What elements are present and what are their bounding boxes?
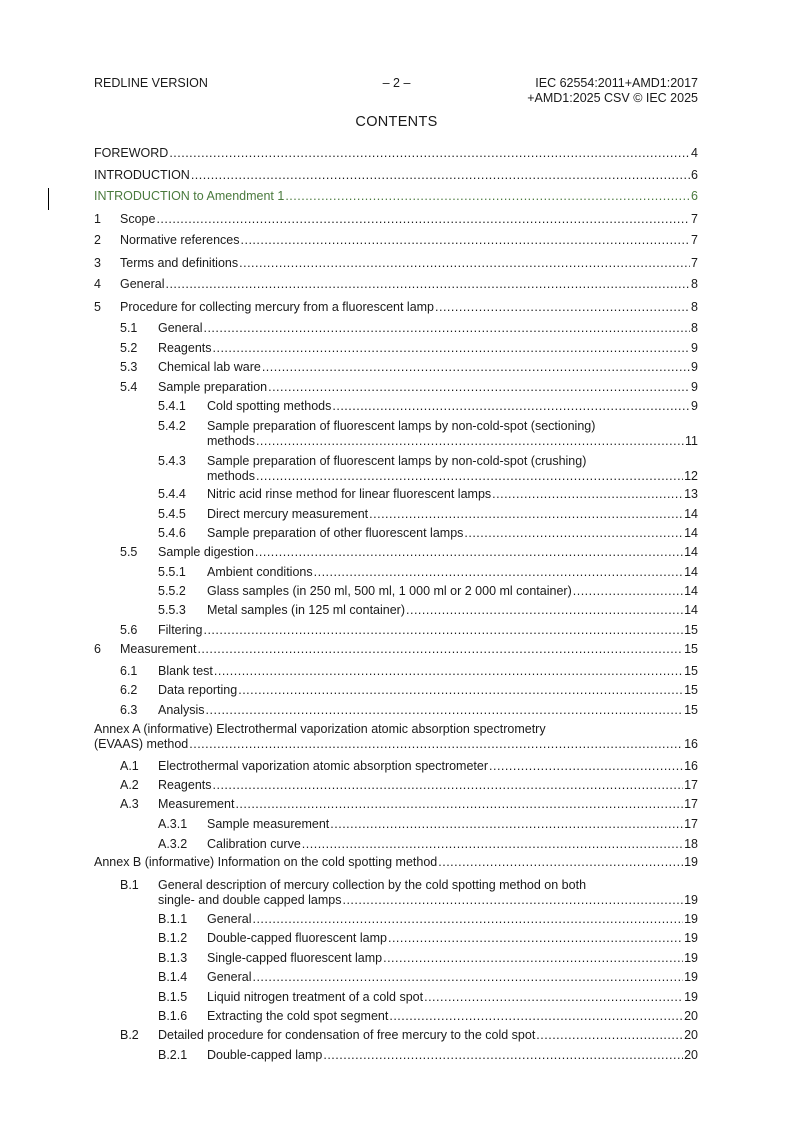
toc-title: Sample measurement [207,817,330,831]
leader-dots [241,233,691,248]
toc-page: 19 [684,893,698,907]
toc-title: Terms and definitions [120,256,239,270]
toc-title: Ambient conditions [207,565,313,579]
header-left: REDLINE VERSION [94,76,208,90]
toc-page: 15 [684,642,698,656]
toc-entry[interactable] [94,526,698,541]
toc-title-line1: Sample preparation of fluorescent lamps by non-cold-spot (crushing) [207,454,587,468]
leader-dots [189,737,683,752]
toc-title: Measurement [120,642,197,656]
leader-dots [332,399,690,414]
toc-page: 20 [684,1028,698,1042]
leader-dots [252,970,683,985]
toc-entry[interactable] [94,664,698,679]
leader-dots [238,683,683,698]
toc-page: 20 [684,1048,698,1062]
toc-entry[interactable] [94,931,698,946]
toc-entry[interactable] [94,912,698,927]
toc-entry[interactable] [94,759,698,774]
header-right [527,76,698,106]
toc-number: 5.4.1 [158,399,186,413]
toc-page: 20 [684,1009,698,1023]
toc-title: Glass samples (in 250 ml, 500 ml, 1 000 ml or 2 000 ml container) [207,584,572,598]
toc-page: 9 [691,399,698,413]
toc-title: methods [207,469,255,483]
toc-page: 18 [684,837,698,851]
toc-title: Liquid nitrogen treatment of a cold spot [207,990,424,1004]
toc-entry[interactable] [94,1048,698,1063]
toc-number: 3 [94,256,101,270]
toc-number: A.2 [120,778,139,792]
toc-entry[interactable] [94,168,698,183]
toc-entry[interactable] [94,399,698,414]
change-bar [48,188,49,210]
toc-page: 15 [684,683,698,697]
toc-number: 5.3 [120,360,138,374]
leader-dots [406,603,683,618]
toc-entry[interactable] [94,970,698,985]
leader-dots [369,507,683,522]
toc-title: INTRODUCTION [94,168,190,182]
page-title: CONTENTS [355,114,438,130]
leader-dots [206,703,684,718]
toc-title: Nitric acid rinse method for linear fluorescent lamps [207,487,492,501]
leader-dots [252,912,683,927]
toc-entry[interactable] [94,951,698,966]
toc-entry[interactable] [94,683,698,698]
toc-number: 5.5.2 [158,584,186,598]
toc-title-line1: Annex A (informative) Electrothermal vaporization atomic absorption spectrometry [94,722,546,736]
leader-dots [235,797,683,812]
leader-dots [489,759,683,774]
toc-title: Detailed procedure for condensation of free mercury to the cold spot [158,1028,536,1042]
toc-page: 7 [691,256,698,270]
toc-number: 5.4.3 [158,454,186,468]
toc-number: 5.1 [120,321,138,335]
leader-dots [262,360,690,375]
toc-title: (EVAAS) method [94,737,189,751]
toc-entry[interactable] [94,507,698,522]
leader-dots [330,817,683,832]
toc-entry[interactable] [94,878,698,908]
header-right-line1: IEC 62554:2011+AMD1:2017 [535,76,698,90]
toc-title: Double-capped fluorescent lamp [207,931,387,945]
leader-dots [285,189,690,204]
header-right-line2: +AMD1:2025 CSV © IEC 2025 [527,91,698,105]
toc-page: 8 [691,300,698,314]
toc-entry[interactable] [94,360,698,375]
toc-title: Extracting the cold spot segment [207,1009,389,1023]
toc-entry[interactable] [94,380,698,395]
toc-page: 19 [684,990,698,1004]
toc-number: B.1.2 [158,931,188,945]
toc-number: A.3 [120,797,139,811]
toc-entry[interactable] [94,256,698,271]
toc-number: B.1.5 [158,990,188,1004]
toc-entry[interactable] [94,1028,698,1043]
toc-entry[interactable] [94,603,698,618]
toc-title: Metal samples (in 125 ml container) [207,603,405,617]
toc-entry[interactable] [94,419,698,449]
toc-title-line1: Sample preparation of fluorescent lamps by non-cold-spot (sectioning) [207,419,596,433]
leader-dots [239,256,690,271]
toc-entry[interactable] [94,703,698,718]
toc-title: Blank test [158,664,213,678]
toc-title: Calibration curve [207,837,301,851]
toc-number: 6 [94,642,101,656]
toc-number: 6.2 [120,683,138,697]
toc-number: A.3.1 [158,817,188,831]
toc-entry[interactable] [94,565,698,580]
toc-entry[interactable] [94,454,698,484]
toc-page: 19 [684,912,698,926]
toc-page: 6 [691,168,698,182]
toc-number: 6.1 [120,664,138,678]
toc-title: Measurement [158,797,235,811]
toc-page: 16 [684,759,698,773]
toc-title: single- and double capped lamps [158,893,342,907]
toc-number: B.1.4 [158,970,188,984]
toc-entry[interactable] [94,545,698,560]
leader-dots [156,212,690,227]
leader-dots [191,168,690,183]
leader-dots [492,487,683,502]
toc-page: 19 [684,931,698,945]
toc-title: FOREWORD [94,146,169,160]
toc-number: B.1.1 [158,912,188,926]
leader-dots [438,855,683,870]
toc-number: 5.5.3 [158,603,186,617]
leader-dots [302,837,683,852]
toc-page: 15 [684,703,698,717]
toc-title: Sample digestion [158,545,254,559]
toc-number: 1 [94,212,101,226]
toc-page: 14 [684,603,698,617]
toc-page: 15 [684,623,698,637]
toc-number: 5.6 [120,623,138,637]
leader-dots [464,526,683,541]
leader-dots [383,951,683,966]
toc-title: Scope [120,212,156,226]
toc-title: General [207,912,252,926]
toc-number: 2 [94,233,101,247]
toc-entry[interactable] [94,321,698,336]
toc-title: Sample preparation of other fluorescent lamps [207,526,464,540]
toc-entry[interactable] [94,817,698,832]
toc-number: B.1 [120,878,139,892]
toc-number: 5 [94,300,101,314]
leader-dots [197,642,683,657]
toc-page: 7 [691,212,698,226]
toc-entry[interactable] [94,212,698,227]
page-number: – 2 – [382,76,411,90]
leader-dots [342,893,683,908]
leader-dots [165,277,690,292]
toc-page: 8 [691,321,698,335]
toc-entry[interactable] [94,189,698,204]
leader-dots [169,146,690,161]
leader-dots [203,321,690,336]
toc-page: 19 [684,855,698,869]
toc-number: 5.4.2 [158,419,186,433]
toc-page: 16 [684,737,698,751]
toc-title: Chemical lab ware [158,360,261,374]
toc-entry[interactable] [94,722,698,752]
toc-title: Single-capped fluorescent lamp [207,951,383,965]
toc-page: 14 [684,507,698,521]
toc-entry[interactable] [94,233,698,248]
toc-title: INTRODUCTION to Amendment 1 [94,189,285,203]
toc-page: 13 [684,487,698,501]
leader-dots [323,1048,683,1063]
toc-number: 5.5.1 [158,565,186,579]
toc-entry[interactable] [94,1009,698,1024]
toc-number: 5.5 [120,545,138,559]
toc-page: 17 [684,817,698,831]
toc-number: 5.4.6 [158,526,186,540]
toc-title: Cold spotting methods [207,399,332,413]
toc-page: 11 [685,434,698,448]
leader-dots [203,623,683,638]
leader-dots [573,584,683,599]
toc-page: 14 [684,526,698,540]
leader-dots [213,778,684,793]
leader-dots [213,341,691,356]
toc-number: B.1.3 [158,951,188,965]
toc-title: Data reporting [158,683,238,697]
toc-entry[interactable] [94,855,698,870]
toc-entry[interactable] [94,584,698,599]
toc-entry[interactable] [94,778,698,793]
toc-entry[interactable] [94,642,698,657]
toc-entry[interactable] [94,837,698,852]
toc-page: 6 [691,189,698,203]
toc-number: B.1.6 [158,1009,188,1023]
toc-page: 19 [684,970,698,984]
toc-page: 14 [684,565,698,579]
toc-title: Reagents [158,341,212,355]
toc-number: 5.2 [120,341,138,355]
toc-page: 9 [691,380,698,394]
toc-title: Procedure for collecting mercury from a fluorescent lamp [120,300,435,314]
leader-dots [388,931,683,946]
leader-dots [389,1009,683,1024]
toc-title: Filtering [158,623,203,637]
toc-title: General [120,277,165,291]
toc-page: 15 [684,664,698,678]
toc-number: 6.3 [120,703,138,717]
toc-title: Analysis [158,703,205,717]
toc-page: 12 [684,469,698,483]
toc-page: 14 [684,545,698,559]
leader-dots [268,380,690,395]
leader-dots [256,434,684,449]
toc-page: 19 [684,951,698,965]
toc-title: methods [207,434,255,448]
leader-dots [256,469,683,484]
toc-entry[interactable] [94,146,698,161]
toc-page: 9 [691,341,698,355]
toc-title: General [158,321,203,335]
toc-entry[interactable] [94,487,698,502]
toc-page: 7 [691,233,698,247]
toc-title: Sample preparation [158,380,268,394]
leader-dots [214,664,683,679]
leader-dots [255,545,683,560]
toc-title: Electrothermal vaporization atomic absorption spectrometer [158,759,489,773]
toc-page: 14 [684,584,698,598]
toc-title: Annex B (informative) Information on the cold spotting method [94,855,438,869]
toc-entry[interactable] [94,623,698,638]
toc-page: 9 [691,360,698,374]
toc-page: 17 [684,778,698,792]
toc-number: 4 [94,277,101,291]
leader-dots [435,300,690,315]
toc-number: 5.4.4 [158,487,186,501]
toc-title-line1: General description of mercury collection by the cold spotting method on both [158,878,587,892]
toc-page: 4 [691,146,698,160]
toc-title: Normative references [120,233,240,247]
toc-entry[interactable] [94,341,698,356]
toc-title: Reagents [158,778,212,792]
toc-number: 5.4.5 [158,507,186,521]
toc-title: General [207,970,252,984]
toc-entry[interactable] [94,797,698,812]
toc-number: A.1 [120,759,139,773]
toc-entry[interactable] [94,300,698,315]
leader-dots [536,1028,683,1043]
toc-number: 5.4 [120,380,138,394]
toc-title: Double-capped lamp [207,1048,323,1062]
leader-dots [314,565,683,580]
toc-entry[interactable] [94,277,698,292]
toc-entry[interactable] [94,990,698,1005]
toc-page: 8 [691,277,698,291]
toc-title: Direct mercury measurement [207,507,369,521]
toc-number: B.2.1 [158,1048,188,1062]
toc-number: B.2 [120,1028,139,1042]
toc-page: 17 [684,797,698,811]
leader-dots [424,990,683,1005]
toc-number: A.3.2 [158,837,188,851]
